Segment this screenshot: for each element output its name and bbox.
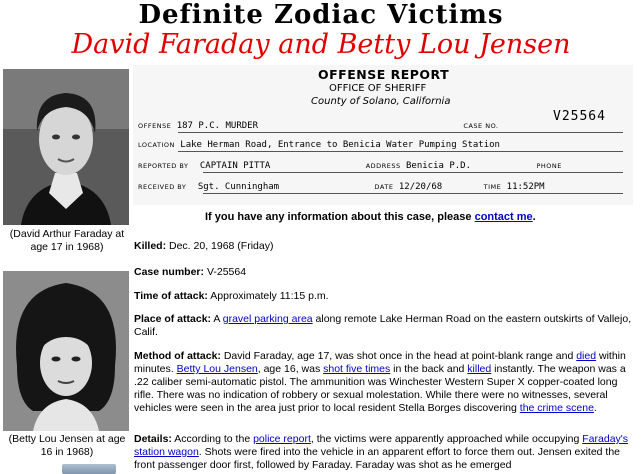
case-number-field — [134, 266, 634, 279]
faraday-caption: (David Arthur Faraday at age 17 in 1968) — [9, 228, 125, 253]
time-of-attack-label: Time of attack: — [134, 290, 208, 302]
page-title: Definite Zodiac Victims — [138, 0, 504, 30]
report-received-label: RECEIVED BY — [138, 183, 187, 191]
report-location-label: LOCATION — [138, 141, 175, 149]
place-text: along remote Lake Herman Road on the eastern outskirts of Vallejo, Calif. — [134, 313, 632, 338]
killed-field — [134, 240, 634, 253]
report-address-label: ADDRESS — [365, 162, 401, 170]
report-county: County of Solano, California — [311, 96, 451, 107]
betty-lou-jensen-link[interactable]: Betty Lou Jensen — [176, 363, 258, 375]
report-time-label: TIME — [483, 183, 502, 191]
report-location-row — [138, 140, 500, 150]
jensen-caption: (Betty Lou Jensen at age 16 in 1968) — [8, 433, 126, 458]
report-phone-label: PHONE — [536, 162, 562, 170]
details-field — [134, 433, 634, 472]
jensen-photo — [3, 271, 129, 431]
place-of-attack-label: Place of attack: — [134, 313, 212, 325]
report-date-label: DATE — [374, 183, 394, 191]
report-reported-row — [138, 161, 562, 171]
crime-scene-link[interactable]: the crime scene — [519, 402, 594, 414]
report-address-value: Benicia P.D. — [406, 161, 472, 171]
report-received-value: Sgt. Cunningham — [197, 182, 280, 192]
report-received-row — [138, 182, 545, 192]
time-of-attack-value: Approximately 11:15 p.m. — [207, 290, 329, 302]
case-number-label: Case number: — [134, 266, 205, 278]
method-of-attack-label: Method of attack: — [134, 350, 221, 362]
place-of-attack-field — [134, 313, 634, 339]
method-text: David Faraday, age 17, was shot once in the head at point-blank range and — [220, 350, 577, 362]
place-text: A — [211, 313, 223, 325]
method-text: instantly. The weapon was a .22 caliber semi-automatic pistol. The ammunition was Winchester Western Super X copper-coated long rifle. There was no indication of robbery or sexual molestation. While there were no witnesses, several vehicles were seen in the area just prior to local resident Stella Borges discovering — [134, 363, 626, 414]
shot-five-times-link[interactable]: shot five times — [323, 363, 391, 375]
report-reported-label: REPORTED BY — [138, 162, 189, 170]
method-text: . — [593, 402, 597, 414]
contact-prefix: If you have any information about this case, please — [205, 211, 475, 223]
details-label: Details: — [134, 433, 172, 445]
details-text: , the victims were apparently approached while occupying — [310, 433, 583, 445]
offense-report-image — [133, 65, 633, 205]
details-text: . Shots were fired into the vehicle in an apparent effort to force them out. Jensen exited the front passenger door first, followed by Faraday. Faraday was shot as he emerged — [134, 446, 621, 471]
killed-value: Dec. 20, 1968 (Friday) — [166, 240, 274, 252]
report-rule — [178, 151, 623, 152]
report-office: OFFICE OF SHERIFF — [329, 83, 427, 94]
method-text: in the back and — [390, 363, 468, 375]
method-text: within minutes. — [134, 350, 626, 375]
faraday-photo — [3, 69, 129, 225]
gravel-parking-area-link[interactable]: gravel parking area — [222, 313, 313, 325]
report-rule — [203, 172, 623, 173]
site-badge-icon[interactable] — [62, 464, 116, 474]
report-date-value: 12/20/68 — [398, 182, 443, 192]
killed-label: Killed: — [134, 240, 167, 252]
report-rule — [203, 193, 623, 194]
killed-link[interactable]: killed — [467, 363, 492, 375]
station-wagon-link[interactable]: Faraday's station wagon — [134, 433, 629, 458]
report-offense-value: 187 P.C. MURDER — [176, 121, 258, 131]
report-case-number: V25564 — [553, 109, 606, 124]
case-number-value: V-25564 — [204, 266, 247, 278]
contact-suffix: . — [532, 211, 536, 223]
died-link[interactable]: died — [576, 350, 597, 362]
report-heading: OFFENSE REPORT — [318, 67, 450, 82]
report-case-label: CASE NO. — [463, 122, 499, 130]
method-text: , age 16, was — [257, 363, 324, 375]
report-rule — [178, 132, 623, 133]
report-time-value: 11:52PM — [506, 182, 545, 192]
time-of-attack-field — [134, 290, 634, 303]
report-offense-row — [138, 121, 499, 131]
contact-me-link[interactable]: contact me — [474, 211, 533, 223]
police-report-link[interactable]: police report — [253, 433, 311, 445]
report-location-value: Lake Herman Road, Entrance to Benicia Water Pumping Station — [180, 140, 500, 150]
page-subtitle: David Faraday and Betty Lou Jensen — [71, 29, 571, 60]
report-offense-label: OFFENSE — [138, 122, 172, 130]
details-text: According to the — [171, 433, 254, 445]
report-reported-value: CAPTAIN PITTA — [199, 161, 271, 171]
contact-line — [205, 211, 536, 223]
method-of-attack-field — [134, 350, 634, 415]
